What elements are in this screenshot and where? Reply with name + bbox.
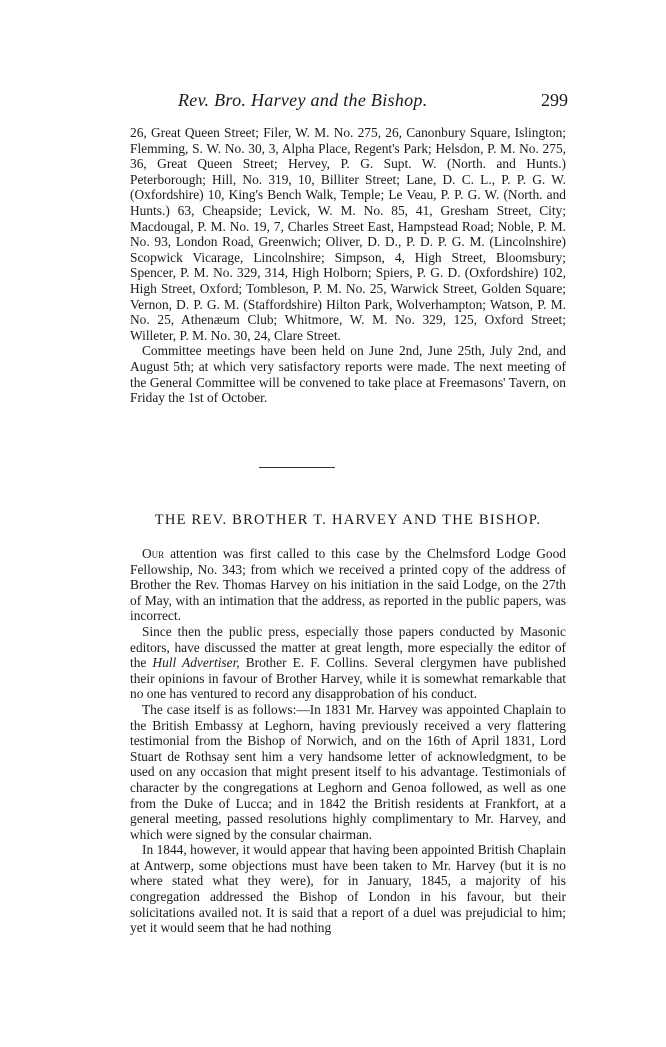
article-paragraph-3: The case itself is as follows:—In 1831 Mr. Harvey was appointed Chaplain to the British Embassy at Leghorn, having previously received a very flattering testimonial from the Bishop of Norwich, and on the 16th of April 1831, Lord Stuart de Rothsay sent him a very handsome letter of acknowledgment, to be used on any occasion that might present itself to his advantage. Testimonials of character by the congregations at Leghorn and Genoa followed, as well as one from the Duke of Lucca; and in 1842 the British residents at Frankfort, at a general meeting, passed resolutions highly complimentary to Mr. Harvey, and which were signed by the consular chairman. [130, 701, 566, 842]
running-head-title: Rev. Bro. Harvey and the Bishop. [178, 90, 428, 110]
committee-members-paragraph: 26, Great Queen Street; Filer, W. M. No. 275, 26, Canonbury Square, Islington; Flemming, S. W. No. 30, 3, Alpha Place, Regent's Park; Helsdon, P. M. No. 275, 36, Great Queen Street; Hervey, P. G. Supt. W. (North. and Hunts.) Peterborough; Hill, No. 319, 10, Billiter Street; Lane, D. C. L., P. P. G. W. (Oxfordshire) 10, King's Bench Walk, Temple; Le Veau, P. P. G. W. (North. and Hunts.) 63, Cheapside; Levick, W. M. No. 85, 41, Gresham Street, City; Macdougal, P. M. No. 19, 7, Charles Street East, Hampstead Road; Noble, P. M. No. 93, London Road, Greenwich; Oliver, D. D., P. D. P. G. M. (Lincolnshire) Scopwick Vicarage, Lincolnshire; Simpson, 4, High Street, Bloomsbury; Spencer, P. M. No. 329, 314, High Holborn; Spiers, P. G. D. (Oxfordshire) 102, High Street, Oxford; Tombleson, P. M. No. 25, Warwick Street, Golden Square; Vernon, D. P. G. M. (Staffordshire) Hilton Park, Wolverhampton; Watson, P. M. No. 25, Athenæum Club; Whitmore, W. M. No. 329, 125, Oxford Street; Willeter, P. M. No. 30, 24, Clare Street. [130, 125, 566, 343]
article-title: THE REV. BROTHER T. HARVEY AND THE BISHOP. [154, 512, 542, 528]
paragraph-2-text-b: Brother E. F. Collins. Several clergymen have published their opinions in favour of Brother Harvey, while it is somewhat remarkable that no one has ventured to record any disapprobation of his conduct. [130, 655, 566, 702]
article-paragraph-4: In 1844, however, it would appear that having been appointed British Chaplain at Antwerp, some objections must have been taken to Mr. Harvey (but it is no where stated what they were), for in January, 1845, a majority of his congregation addressed the Bishop of London in his favour, but their solicitations availed not. It is said that a report of a duel was prejudicial to him; yet it would seem that he had nothing [130, 842, 566, 936]
article-paragraph-1 [130, 546, 566, 624]
page-number: 299 [541, 90, 568, 110]
article-paragraph-2 [130, 624, 566, 702]
article-body [130, 546, 566, 936]
committee-list-section [130, 125, 566, 406]
paragraph-1-text: attention was first called to this case by the Chelmsford Lodge Good Fellowship, No. 343; from which we received a printed copy of the address of Brother the Rev. Thomas Harvey on his initiation in the said Lodge, on the 27th of May, with an intimation that the address, as reported in the public papers, was incorrect. [130, 546, 566, 624]
section-divider [259, 467, 335, 468]
committee-meetings-paragraph: Committee meetings have been held on June 2nd, June 25th, July 2nd, and August 5th; at which very satisfactory reports were made. The next meeting of the General Committee will be convened to take place at Freemasons' Tavern, on Friday the 1st of October. [130, 343, 566, 406]
drop-lead-word: Our [142, 546, 165, 561]
paragraph-2-text-a: Since then the public press, especially those papers conducted by Masonic editors, have discussed the matter at great length, more especially the editor of the [130, 623, 566, 671]
running-head [128, 90, 568, 114]
newspaper-title: Hull Advertiser, [152, 655, 240, 671]
